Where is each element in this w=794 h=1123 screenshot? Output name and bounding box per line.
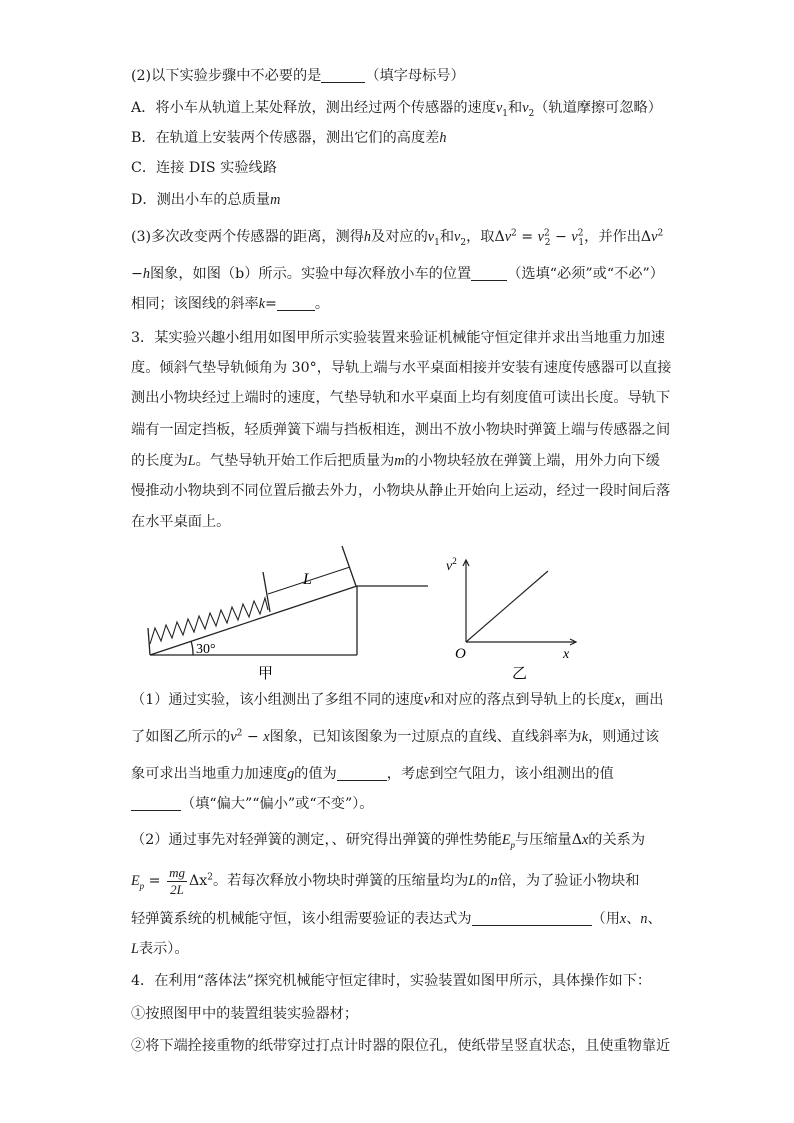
answer-blank[interactable] bbox=[337, 766, 387, 781]
option-a: A．将小车从轨道上某处释放，测出经过两个传感器的速度$v_1$和$v_2$（轨道摩擦可忽略） bbox=[131, 100, 662, 119]
q3-line-3: 相同；该图线的斜率k= 。 bbox=[131, 296, 330, 312]
air-track-incline bbox=[148, 546, 428, 655]
q2-line: (2)以下实验步骤中不必要的是 （填字母标号） bbox=[131, 68, 465, 84]
p3-part1-line-1: （1）通过实验，该小组测出了多组不同的速度v和对应的落点到导轨上的长度x，画出 bbox=[131, 692, 664, 708]
p3-part1-line-4: （填“偏大”“偏小”或“不变”）。 bbox=[131, 794, 671, 814]
y-axis-label: $v^2$ bbox=[446, 556, 457, 574]
p4-line-1: 4．在利用“落体法”探究机械能守恒定律时，实验装置如图甲所示，具体操作如下： bbox=[131, 973, 652, 989]
origin-label: O bbox=[455, 646, 466, 662]
angle-label: 30° bbox=[196, 642, 216, 657]
p3-part2-line-3: 轻弹簧系统的机械能守恒，该小组需要验证的表达式为 （用x、n、 bbox=[131, 911, 662, 927]
length-label: L bbox=[303, 571, 312, 588]
p3-part1-line-2: 了如图乙所示的$v^2 - x$图象，已知该图象为一过原点的直线、直线斜率为k，则通过该 bbox=[131, 728, 660, 745]
p3-part2-line-1: （2）通过事先对轻弹簧的测定，、研究得出弹簧的弹性势能$E_p$与压缩量Δx的关系为 bbox=[131, 832, 646, 850]
option-c: C．连接 DIS 实验线路 bbox=[131, 160, 277, 176]
option-b: B．在轨道上安装两个传感器，测出它们的高度差h bbox=[131, 130, 447, 146]
p3-line-4: 端有一固定挡板，轻质弹簧下端与挡板相连，测出不放小物块时弹簧上端与传感器之间 bbox=[131, 422, 671, 438]
formula-fraction: $\frac{mg}{2L}$ bbox=[169, 864, 185, 897]
p3-line-6: 慢推动小物块到不同位置后撤去外力，小物块从静止开始向上运动，经过一段时间后落 bbox=[131, 483, 671, 499]
p3-line-7: 在水平桌面上。 bbox=[131, 514, 231, 530]
graph-line bbox=[466, 571, 548, 642]
figure-label-yi: 乙 bbox=[512, 666, 528, 682]
experiment-figure bbox=[0, 540, 794, 690]
p3-line-3: 测出小物块经过上端时的速度，气垫导轨和水平桌面上均有刻度值可读出长度。导轨下 bbox=[131, 390, 671, 406]
figure-label-jia: 甲 bbox=[258, 666, 274, 682]
p4-line-3: ②将下端拴接重物的纸带穿过打点计时器的限位孔，使纸带呈竖直状态，且使重物靠近 bbox=[131, 1038, 671, 1054]
answer-blank[interactable] bbox=[472, 911, 592, 926]
option-d: D．测出小车的总质量m bbox=[131, 192, 281, 208]
p3-line-5: 的长度为L。气垫导轨开始工作后把质量为m的小物块轻放在弹簧上端，用外力向下缓 bbox=[131, 453, 660, 469]
p4-line-2: ①按照图甲中的装置组装实验器材； bbox=[131, 1006, 359, 1022]
answer-blank[interactable] bbox=[471, 266, 507, 281]
p3-part1-line-3: 象可求出当地重力加速度g的值为 ，考虑到空气阻力，该小组测出的值 bbox=[131, 766, 614, 782]
answer-blank[interactable] bbox=[277, 296, 315, 311]
graph-axes bbox=[463, 560, 576, 645]
q3-line-1: (3)多次改变两个传感器的距离，测得h及对应的$v_1$和$v_2$，取$\Delta v^2 = v^2_2 - v^2_1$，并作出$\Delta v^2$ bbox=[131, 228, 664, 248]
p3-part2-line-2: $E_p$ = $\frac{mg}{2L}$ $\Delta x^2$。若每次释放小物块时弹簧的压缩量均为L的n倍，为了验证小物块和 bbox=[131, 864, 640, 897]
answer-blank[interactable] bbox=[321, 68, 365, 83]
q3-line-2: −h图象，如图（b）所示。实验中每次释放小车的位置 （选填“必须”或“不必”） bbox=[131, 266, 664, 282]
p3-line-1: 3．某实验兴趣小组用如图甲所示实验装置来验证机械能守恒定律并求出当地重力加速 bbox=[131, 330, 665, 346]
p3-part2-line-4: L表示）。 bbox=[131, 941, 189, 957]
x-axis-label: x bbox=[563, 647, 570, 662]
p3-line-2: 度。倾斜气垫导轨倾角为 30°，导轨上端与水平桌面相接并安装有速度传感器可以直接 bbox=[131, 360, 672, 376]
answer-blank[interactable] bbox=[131, 796, 181, 811]
